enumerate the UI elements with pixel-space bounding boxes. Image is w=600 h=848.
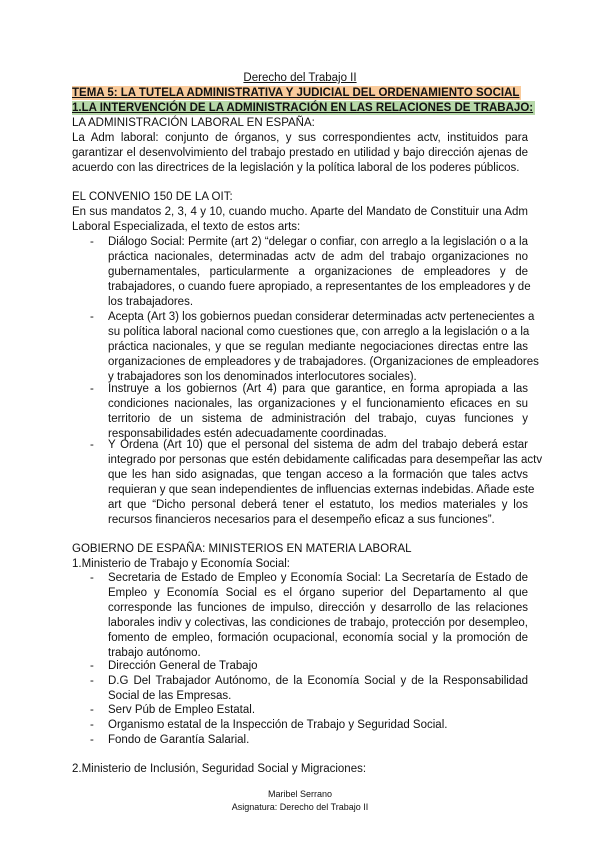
list-item-line: laborales indiv y colectivas, las condiciones de trabajo, protección por desempleo, (108, 617, 528, 629)
list-item-line: corresponde las funciones de impulso, dirección y desarrollo de las relaciones (108, 602, 528, 614)
list-item (108, 235, 531, 310)
list-item-line: Empleo y Economía Social es el órgano superior del Departamento al que (108, 587, 528, 599)
document-header: Derecho del Trabajo II (243, 72, 357, 84)
bullet-dash: - (90, 383, 94, 395)
list-item-line: territorio de un sistema de administración del trabajo, cuyas funciones y (108, 413, 528, 425)
admin-laboral-line: La Adm laboral: conjunto de órganos, y sus correspondientes actv, instituidos para (72, 132, 528, 144)
admin-laboral-heading: LA ADMINISTRACIÓN LABORAL EN ESPAÑA: (72, 117, 315, 129)
bullet-dash: - (90, 311, 94, 323)
list-item (108, 703, 528, 718)
admin-laboral-line: acuerdo con las directrices de la legislación y la política laboral de los poderes públicos. (72, 162, 520, 174)
list-item (108, 718, 528, 733)
footer-author: Maribel Serrano (267, 789, 333, 799)
list-item-line: integrado por personas que estén debidamente calificadas para desempeñar las actv (108, 454, 543, 466)
list-item-line: Fondo de Garantía Salarial. (108, 734, 250, 746)
list-item-line: trabajadores, o cuando fuere apropiado, a representantes de los empleadores y de (108, 281, 531, 293)
list-item (108, 382, 528, 442)
list-item-line: su política laboral nacional como cuestiones que, con arreglo a la legislación o a la (108, 326, 530, 338)
list-item-line: Instruye a los gobiernos (Art 4) para que garantice, en forma apropiada a las (108, 383, 528, 395)
list-item-line: Acepta (Art 3) los gobiernos puedan considerar determinadas actv pertenecientes a (108, 311, 535, 323)
list-item-line: que les han sido asignadas, que tengan acceso a la formación que tales actvs (108, 469, 528, 481)
list-item (108, 674, 528, 704)
ministry-1-title: 1.Ministerio de Trabajo y Economía Social: (72, 558, 290, 570)
list-item-line: recursos financieros necesarios para el desempeño eficaz a sus funciones”. (108, 514, 495, 526)
list-item (108, 659, 528, 674)
list-item-line: fomento de empleo, formación ocupacional, economía social y la promoción de (108, 632, 528, 644)
convenio-intro-line: Laboral Especializada, el texto de estos arts: (72, 221, 301, 233)
bullet-dash: - (90, 704, 94, 716)
list-item-line: trabajo autónomo. (108, 647, 201, 659)
list-item-line: Serv Púb de Empleo Estatal. (108, 704, 256, 716)
list-item-line: Dirección General de Trabajo (108, 660, 258, 672)
convenio-intro-line: En sus mandatos 2, 3, 4 y 10, cuando mucho. Aparte del Mandato de Constituir una Adm (72, 206, 528, 218)
list-item-line: Y Ordena (Art 10) que el personal del sistema de adm del trabajo deberá estar (108, 439, 528, 451)
list-item-line: gubernamentales, particularmente a organizaciones de empleadores y de (108, 266, 528, 278)
bullet-dash: - (90, 719, 94, 731)
gobierno-heading: GOBIERNO DE ESPAÑA: MINISTERIOS EN MATERIA LABORAL (72, 543, 412, 555)
bullet-dash: - (90, 439, 94, 451)
bullet-dash: - (90, 734, 94, 746)
admin-laboral-line: garantizar el desenvolvimiento del trabajo prestado en utilidad y bajo dirección ajenas de (72, 147, 528, 159)
footer-subject: Asignatura: Derecho del Trabajo II (231, 802, 369, 812)
list-item-line: Diálogo Social: Permite (art 2) “delegar o confiar, con arreglo a la legislación o a la (108, 236, 528, 248)
list-item-line: responsabilidades estén adecuadamente coordinadas. (108, 428, 387, 440)
list-item-line: Organismo estatal de la Inspección de Trabajo y Seguridad Social. (108, 719, 448, 731)
list-item-line: art que “Dicho personal deberá tener el estatuto, los medios materiales y los (108, 499, 528, 511)
convenio-heading: EL CONVENIO 150 DE LA OIT: (72, 191, 233, 203)
bullet-dash: - (90, 572, 94, 584)
bullet-dash: - (90, 660, 94, 672)
list-item-line: práctica nacionales, determinadas actv de adm del trabajo organizaciones no (108, 251, 528, 263)
list-item (108, 571, 528, 661)
list-item-line: los trabajadores. (108, 296, 194, 308)
list-item-line: Social de las Empresas. (108, 690, 232, 702)
list-item-line: condiciones nacionales, las organizaciones y el funcionamiento eficaces en su (108, 398, 528, 410)
ministry-2-title: 2.Ministerio de Inclusión, Seguridad Social y Migraciones: (72, 763, 367, 775)
list-item-line: Secretaria de Estado de Empleo y Economía Social: La Secretaría de Estado de (108, 572, 528, 584)
tema-title: TEMA 5: LA TUTELA ADMINISTRATIVA Y JUDICIAL DEL ORDENAMIENTO SOCIAL (72, 87, 520, 99)
list-item (108, 438, 543, 528)
list-item-line: práctica nacionales, y que se regulan mediante negociaciones directas entre las (108, 341, 528, 353)
list-item (108, 310, 539, 385)
list-item (108, 733, 528, 748)
list-item-line: organizaciones de empleadores y de trabajadores. (Organizaciones de empleadores (108, 356, 539, 368)
bullet-dash: - (90, 675, 94, 687)
list-item-line: requieran y que sean independientes de influencias externas indebidas. Añade este (108, 484, 535, 496)
list-item-line: y trabajadores son los denominados interlocutores sociales). (108, 371, 417, 383)
list-item-line: D.G Del Trabajador Autónomo, de la Economía Social y de la Responsabilidad (108, 675, 528, 687)
bullet-dash: - (90, 236, 94, 248)
section-title: 1.LA INTERVENCIÓN DE LA ADMINISTRACIÓN EN LAS RELACIONES DE TRABAJO: (72, 102, 534, 114)
